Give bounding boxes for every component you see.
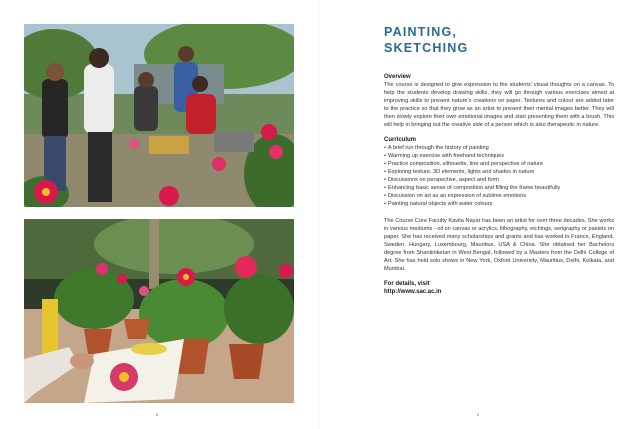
title-line-2: SKETCHING [384, 41, 469, 55]
photo-students-sketching-image [24, 24, 294, 207]
photo-students-sketching [24, 24, 294, 207]
curriculum-item: • Enhancing basic sense of composition and filling the frame beautifully [384, 184, 561, 191]
details-label: For details, visit [384, 281, 430, 288]
overview-heading: Overview [384, 74, 411, 80]
photo-flower-sketching-image [24, 219, 294, 403]
overview-text: The course is designed to give expression to the students' visual thoughts on a canvas. To help the students develop drawing skills, they will go through various exercises aimed at improving skills to present nature's creations on paper. Textures and colour are added later to the practice so that they grow as an artist to present their mental images better. They will then slowly explore their own emotional images and start presenting them with a brush. This will help in bringing out the creative side of a person which is also therapeutic in nature. [384, 82, 614, 129]
title-line-1: PAINTING, [384, 25, 458, 39]
curriculum-item: • Discussion on art as an expression of sublime emotions [384, 192, 527, 199]
curriculum-heading: Curriculum [384, 136, 417, 143]
faculty-text: The Course Core Faculty Kavita Nayar has been an artist for over three decades. She works in various mediums - oil on canvas or acrylics, lithography, etchings, serigraphy or pastels on paper. She has received many scholarships and grants and has worked in France, England, Sweden, Hungary, Luxembourg, Mauritius, USA & China. She obtained her Bachelors degree from Shantiniketan in West Bengal, followed by a Masters from the Delhi College of Art. She has held solo shows in New York, Oxford University, Mauritius, Delhi, Kolkata, and Mumbai. [384, 217, 614, 273]
curriculum-list [384, 144, 614, 208]
page-title [384, 24, 614, 56]
curriculum-item: • A brief run through the history of painting [384, 144, 489, 151]
curriculum-item: • Practice composition, silhouette, line and perspective of nature [384, 160, 544, 167]
curriculum-item: • Warming up exercise with freehand techniques [384, 152, 505, 159]
right-page-content [384, 24, 614, 296]
page-number-left: 8 [156, 412, 159, 417]
curriculum-item: • Exploring texture, 3D elements, lights and shades in nature [384, 168, 535, 175]
curriculum-item: • Discussions on perspective, aspect and form [384, 176, 499, 183]
page-gutter [318, 0, 320, 429]
page-number-right: 9 [477, 412, 480, 417]
details-link[interactable]: http://www.sac.ac.in [384, 289, 442, 296]
curriculum-item: • Painting natural objects with water colours [384, 200, 493, 207]
photo-flower-sketching [24, 219, 294, 403]
